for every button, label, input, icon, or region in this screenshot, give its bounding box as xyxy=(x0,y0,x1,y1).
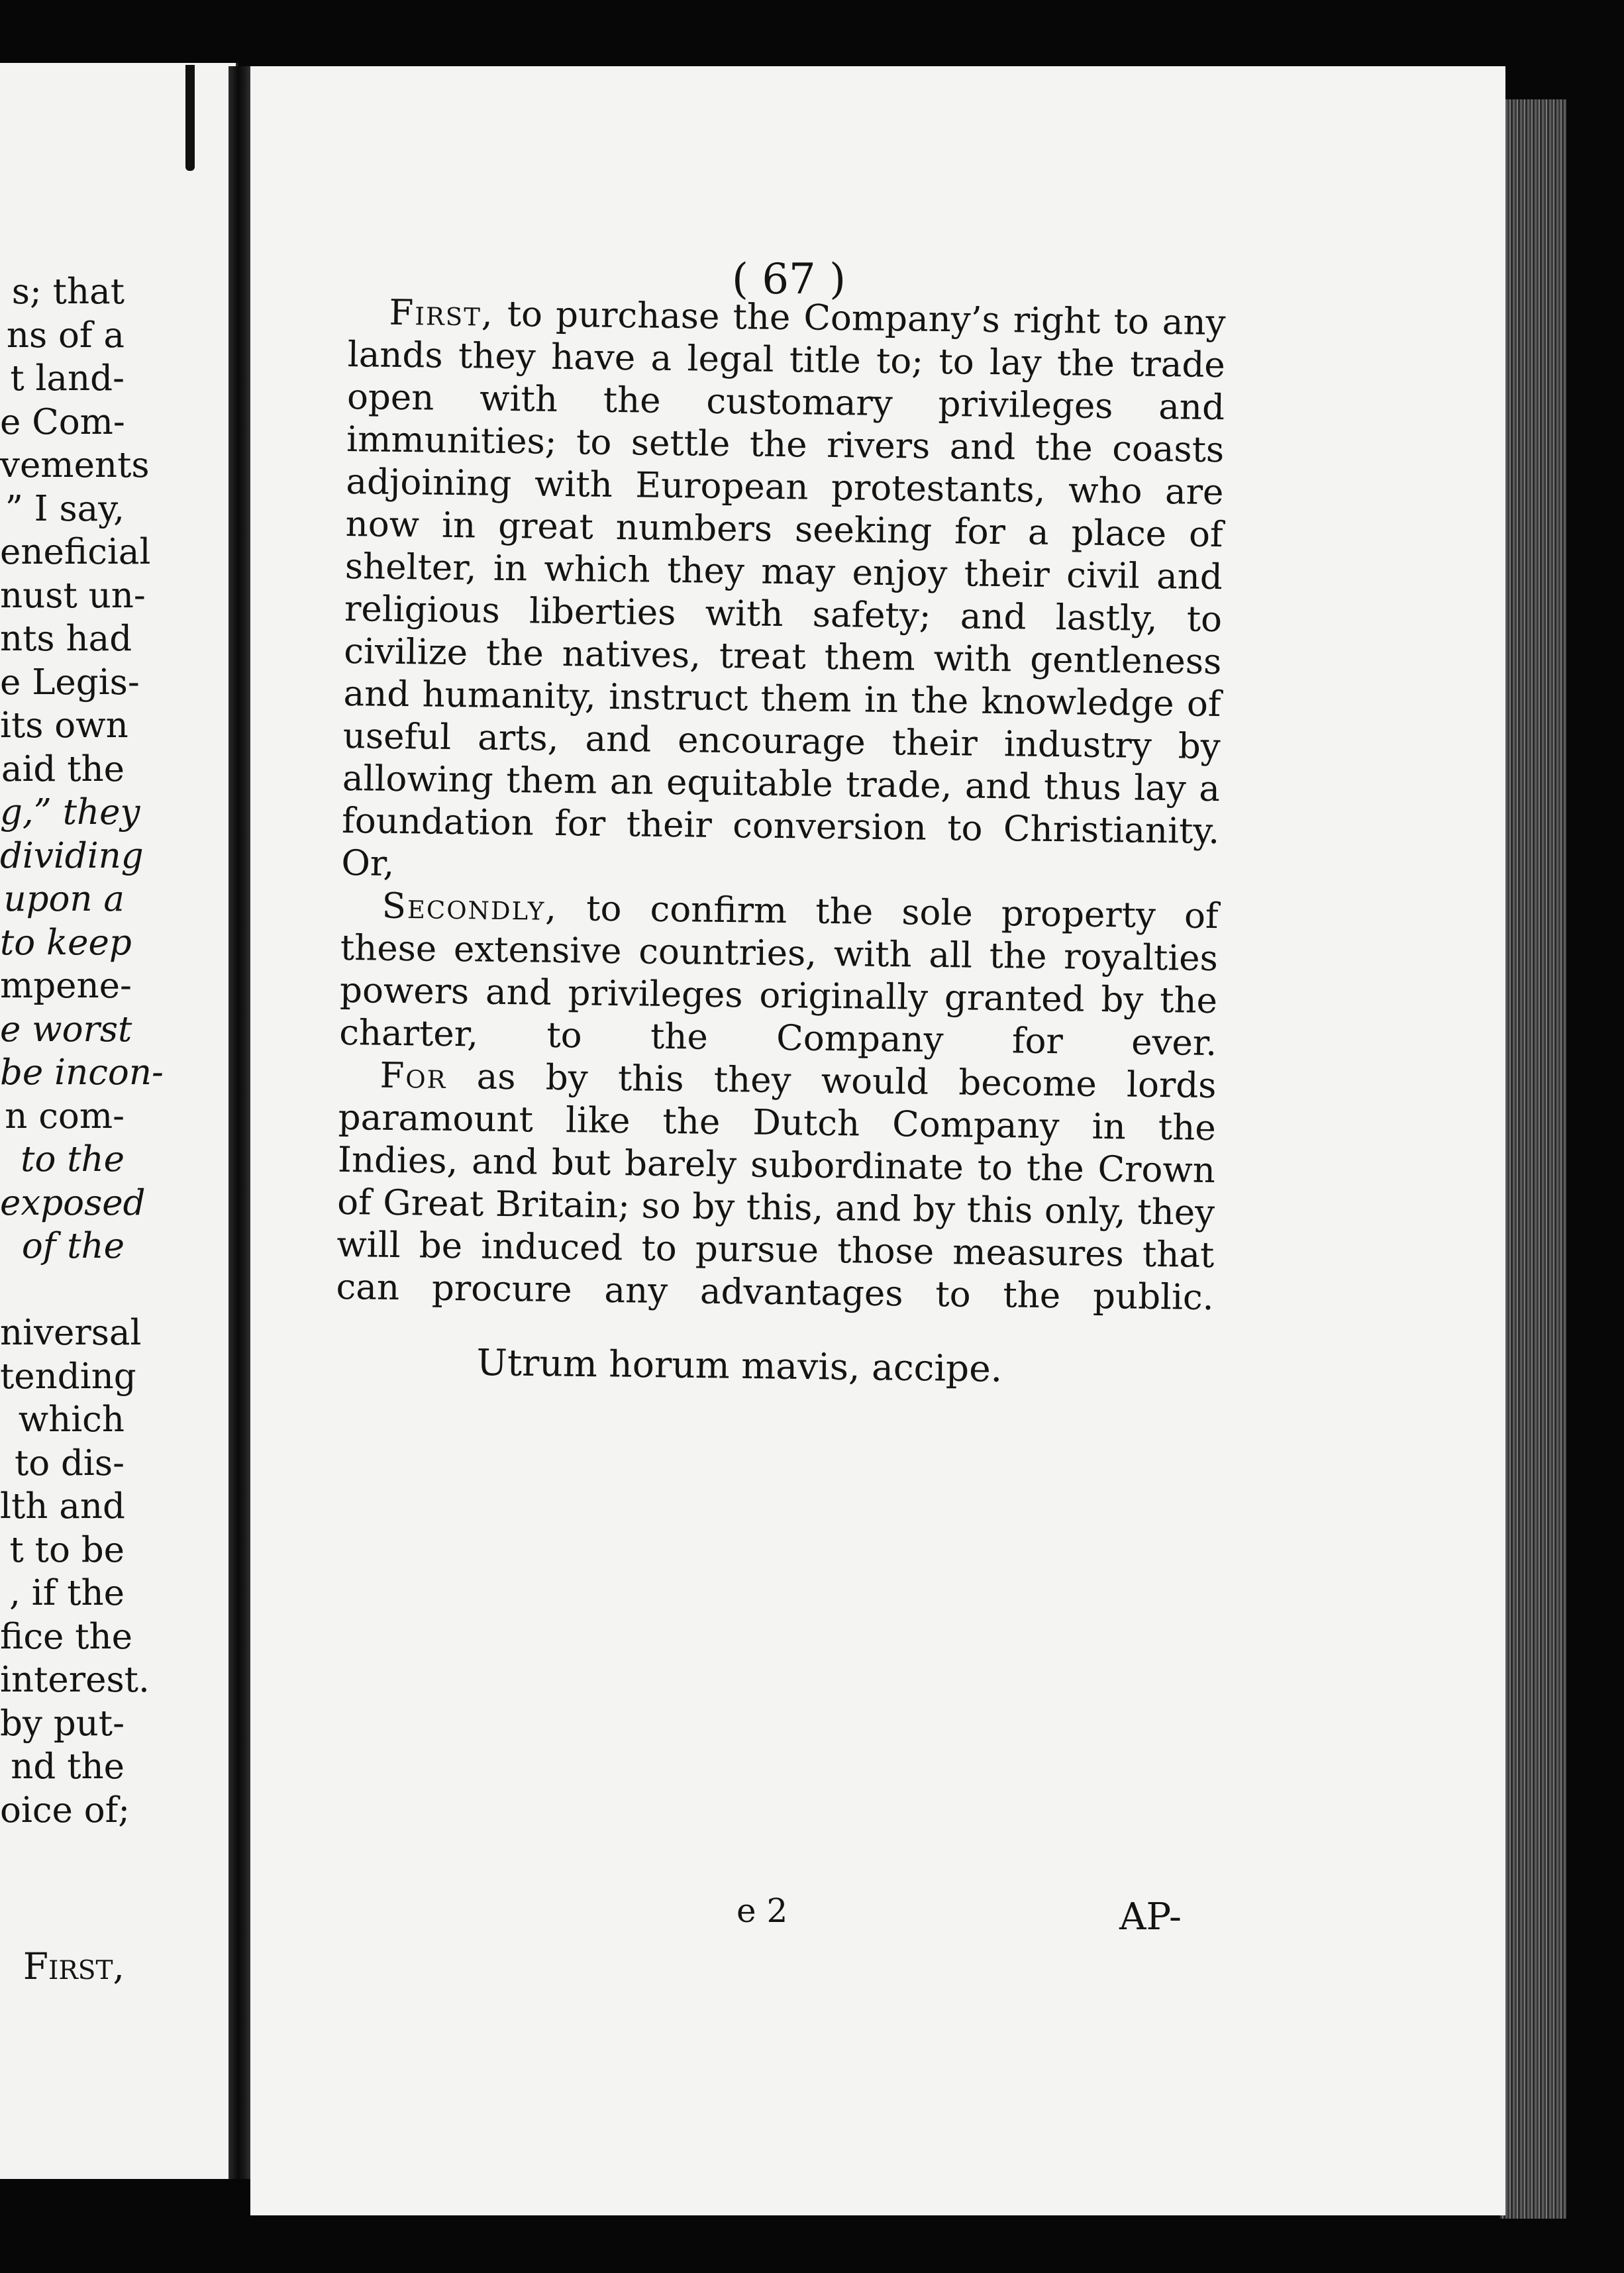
previous-page-line: t to be xyxy=(9,1529,125,1570)
previous-page-line: interest. xyxy=(0,1660,150,1700)
body-text xyxy=(336,291,1226,1319)
paragraph-lead: First, xyxy=(389,292,495,334)
previous-page-line: by put- xyxy=(0,1703,125,1744)
previous-page-line: to keep xyxy=(0,922,132,963)
paragraph-secondly xyxy=(339,885,1219,1065)
previous-page-line: nust un- xyxy=(0,575,146,616)
book-gutter xyxy=(228,66,252,2179)
previous-page-line: its own xyxy=(0,705,128,746)
previous-page-line: s; that xyxy=(11,272,125,312)
previous-page-line: e Legis- xyxy=(0,662,140,703)
previous-page-line: to the xyxy=(21,1139,125,1180)
previous-page-line: ns of a xyxy=(6,315,125,356)
previous-page-line: mpene- xyxy=(0,966,132,1006)
previous-page-catchword: First, xyxy=(23,1945,125,1988)
previous-page-line: aid the xyxy=(1,748,125,789)
previous-page-line: e worst xyxy=(0,1009,132,1050)
page-edges xyxy=(1500,99,1566,2219)
paragraph-body: as by this they would become lords paramount like the Dutch Company in the Indies, and but barely subordinate to the Crown of Great Britain; so by this, and by this only, they will be induced to pursue those measures that can procure any advantages to the public. xyxy=(336,1056,1217,1319)
previous-page-line: which xyxy=(18,1399,125,1440)
previous-page-line: be incon- xyxy=(0,1052,164,1093)
previous-page-line: dividing xyxy=(0,835,144,876)
previous-page-line: of the xyxy=(21,1226,125,1266)
previous-page-line: fice the xyxy=(0,1616,133,1657)
previous-page-line: to dis- xyxy=(14,1442,125,1484)
paragraph-lead: Secondly, xyxy=(381,885,558,929)
paragraph-body: to confirm the sole property of these extensive countries, with all the royalties powers and privileges originally granted by the charter, to the Company for ever. xyxy=(338,887,1219,1064)
paragraph-for xyxy=(336,1054,1217,1319)
catchword: AP- xyxy=(1119,1895,1182,1939)
previous-page-line: nts had xyxy=(0,619,132,659)
previous-page-line xyxy=(0,1268,236,1312)
previous-page-line: g,” they xyxy=(0,792,140,833)
previous-page-line: oice of; xyxy=(0,1790,130,1831)
previous-page-line: e Com- xyxy=(0,401,125,442)
previous-page-line: tending xyxy=(0,1356,136,1397)
paragraph-lead: For xyxy=(380,1055,447,1097)
previous-page-line: n com- xyxy=(5,1095,125,1136)
previous-page xyxy=(0,63,238,2179)
previous-page-text xyxy=(0,270,236,1832)
page-number: ( 67 ) xyxy=(732,255,846,304)
paragraph-body: to purchase the Company’s right to any lands they have a legal title to; to lay the trade open with the customary privileges and immunities; to settle the rivers and the coasts adjoining with European protestants, who are now in great numbers seeking for a place of shelter, in which they may enjoy their civil and religious liberties with safety; and lastly, to civilize the natives, treat them with gentleness and humanity, instruct them in the knowledge of useful arts, and encourage their industry by allowing them an equitable trade, and thus lay a foundation for their conversion to Christianity. Or, xyxy=(341,293,1226,884)
paragraph-first xyxy=(341,291,1226,895)
previous-page-line: upon a xyxy=(3,879,125,919)
gutter-mark xyxy=(185,65,195,171)
latin-motto: Utrum horum mavis, accipe. xyxy=(476,1341,1003,1390)
previous-page-line: niversal xyxy=(0,1313,142,1353)
previous-page-line: exposed xyxy=(0,1182,146,1223)
previous-page-line: , if the xyxy=(9,1573,125,1613)
previous-page-line: ” I say, xyxy=(5,488,125,529)
signature-mark: e 2 xyxy=(736,1892,788,1930)
previous-page-line: lth and xyxy=(0,1486,125,1527)
previous-page-line: t land- xyxy=(10,358,125,399)
previous-page-line: nd the xyxy=(11,1746,125,1787)
previous-page-line: vements xyxy=(0,445,150,485)
previous-page-line: eneficial xyxy=(0,532,151,572)
